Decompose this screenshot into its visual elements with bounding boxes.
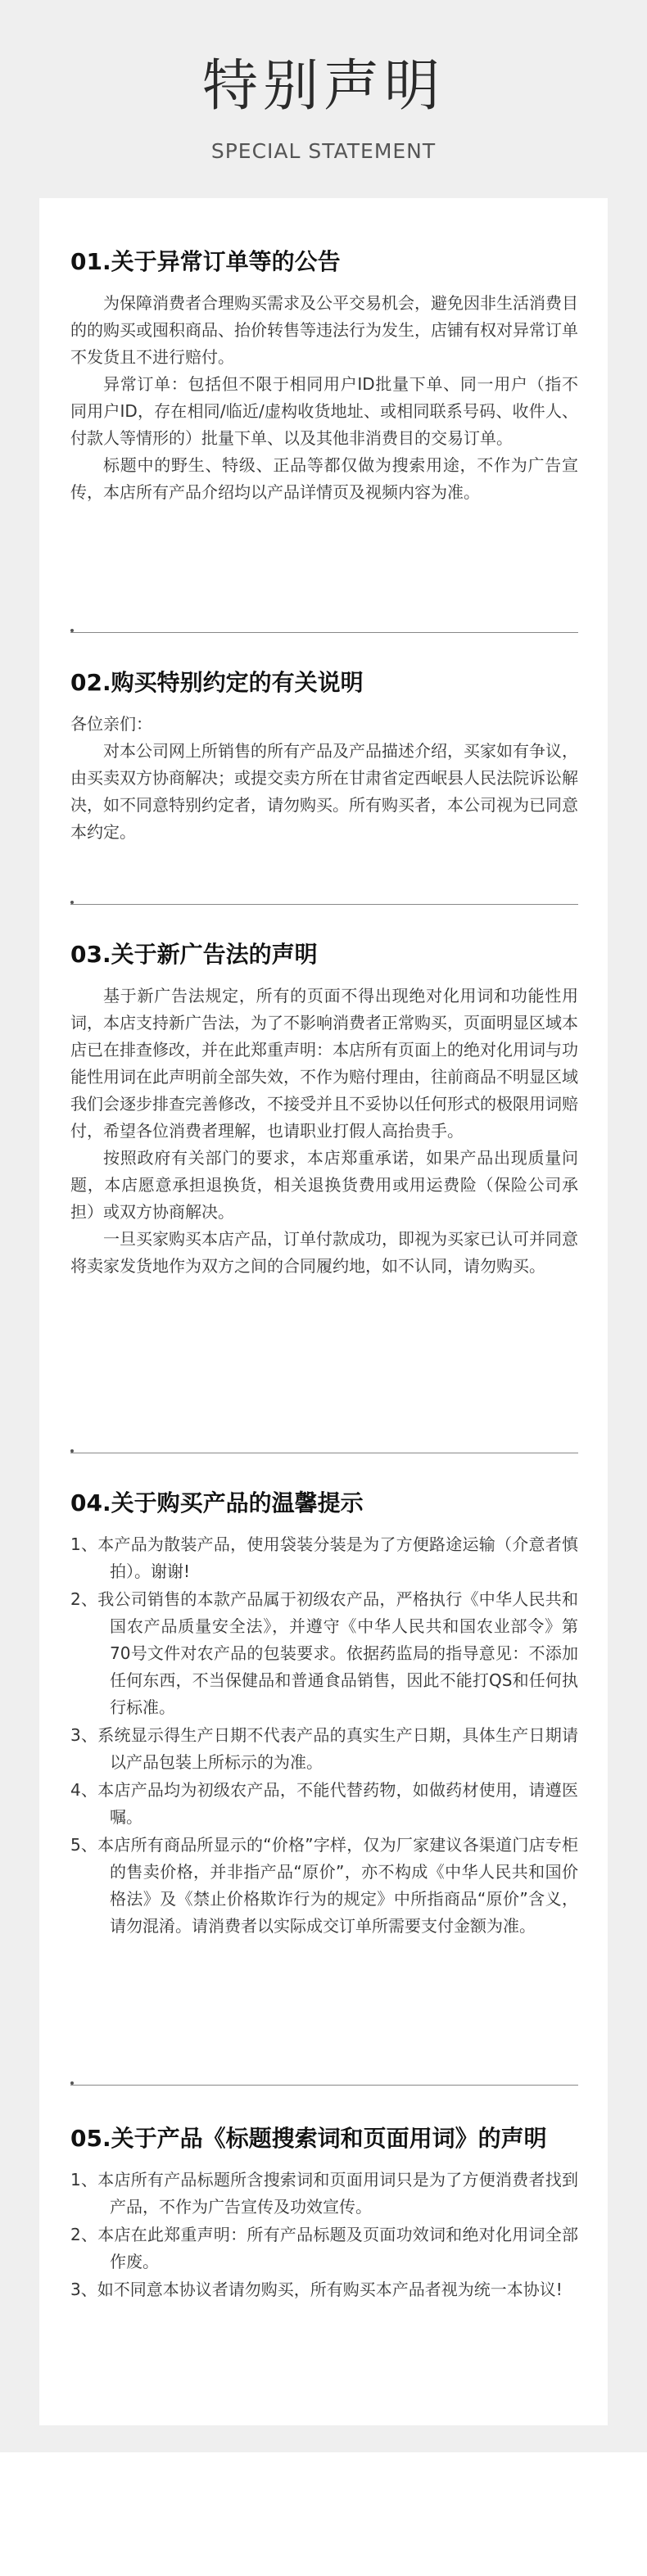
paragraph: 标题中的野生、特级、正品等都仅做为搜索用途，不作为广告宣传，本店所有产品介绍均以产品详情页及视频内容为准。 bbox=[70, 455, 578, 502]
paragraph: 基于新广告法规定，所有的页面不得出现绝对化用词和功能性用词，本店支持新广告法，为了不影响消费者正常购买，页面明显区域本店已在排查修改，并在此郑重声明：本店所有页面上的绝对化用词与功能性用词在此声明前全部失效，不作为赔付理由，往前商品不明显区域我们会逐步排查完善修改，不接受并且不妥协以任何形式的极限用词赔付，希望各位消费者理解，也请职业打假人高抬贵手。 bbox=[70, 986, 578, 1141]
list-item: 1、本产品为散装产品，使用袋装分装是为了方便路途运输（介意者慎拍）。谢谢! bbox=[70, 1534, 578, 1581]
page-header bbox=[0, 0, 647, 197]
section-04 bbox=[70, 1484, 578, 1941]
paragraph: 按照政府有关部门的要求，本店郑重承诺，如果产品出现质量问题，本店愿意承担退换货，相关退换货费用或用运费险（保险公司承担）或双方协商解决。 bbox=[70, 1148, 578, 1222]
section-02 bbox=[70, 663, 578, 846]
list-item: 3、系统显示得生产日期不代表产品的真实生产日期，具体生产日期请以产品包装上所标示的为准。 bbox=[70, 1725, 578, 1772]
page-title: 特别声明 bbox=[201, 54, 445, 119]
list-item: 2、我公司销售的本款产品属于初级农产品，严格执行《中华人民共和国农产品质量安全法》，并遵守《中华人民共和国农业部令》第70号文件对农产品的包装要求。依据药监局的指导意见：不添加任何东西，不当保健品和普通食品销售，因此不能打QS和任何执行标准。 bbox=[70, 1589, 578, 1717]
paragraph: 为保障消费者合理购买需求及公平交易机会，避免因非生活消费目的的购买或囤积商品、抬价转售等违法行为发生，店铺有权对异常订单不发货且不进行赔付。 bbox=[70, 293, 578, 367]
section-title: 05.关于产品《标题搜索词和页面用词》的声明 bbox=[70, 2125, 547, 2152]
greeting: 各位亲们： bbox=[70, 714, 152, 734]
statement-card bbox=[39, 198, 608, 2425]
paragraph: 一旦买家购买本店产品，订单付款成功，即视为买家已认可并同意将卖家发货地作为双方之间的合同履约地，如不认同，请勿购买。 bbox=[70, 1229, 578, 1276]
section-05 bbox=[70, 2119, 578, 2304]
section-title: 01.关于异常订单等的公告 bbox=[70, 248, 341, 275]
page-footer-area bbox=[0, 2452, 647, 2576]
paragraph: 对本公司网上所销售的所有产品及产品描述介绍，买家如有争议，由买卖双方协商解决；或提交卖方所在甘肃省定西岷县人民法院诉讼解决，如不同意特别约定者，请勿购买。所有购买者，本公司视为已同意本约定。 bbox=[70, 741, 578, 842]
section-divider bbox=[70, 904, 578, 905]
section-divider bbox=[70, 632, 578, 633]
tips-list bbox=[70, 1531, 578, 1940]
section-divider bbox=[70, 2085, 578, 2086]
section-title: 04.关于购买产品的温馨提示 bbox=[70, 1489, 364, 1516]
section-03 bbox=[70, 935, 578, 1280]
declaration-list bbox=[70, 2167, 578, 2303]
section-title: 03.关于新广告法的声明 bbox=[70, 941, 318, 968]
list-item: 4、本店产品均为初级农产品，不能代替药物，如做药材使用，请遵医嘱。 bbox=[70, 1780, 578, 1827]
list-item: 1、本店所有产品标题所含搜索词和页面用词只是为了方便消费者找到产品，不作为广告宣传及功效宣传。 bbox=[70, 2170, 578, 2217]
list-item: 5、本店所有商品所显示的“价格”字样，仅为厂家建议各渠道门店专柜的售卖价格，并非指产品“原价”，亦不构成《中华人民共和国价格法》及《禁止价格欺诈行为的规定》中所指商品“原价”含义，请勿混淆。请消费者以实际成交订单所需要支付金额为准。 bbox=[70, 1835, 578, 1936]
page-subtitle: SPECIAL STATEMENT bbox=[210, 139, 437, 163]
list-item: 2、本店在此郑重声明：所有产品标题及页面功效词和绝对化用词全部作废。 bbox=[70, 2225, 578, 2271]
paragraph: 异常订单：包括但不限于相同用户ID批量下单、同一用户（指不同用户ID，存在相同/临近/虚构收货地址、或相同联系号码、收件人、付款人等情形的）批量下单、以及其他非消费目的交易订单。 bbox=[70, 374, 578, 448]
list-item: 3、如不同意本协议者请勿购买，所有购买本产品者视为统一本协议! bbox=[70, 2280, 563, 2299]
section-title: 02.购买特别约定的有关说明 bbox=[70, 669, 364, 696]
section-01 bbox=[70, 242, 578, 506]
